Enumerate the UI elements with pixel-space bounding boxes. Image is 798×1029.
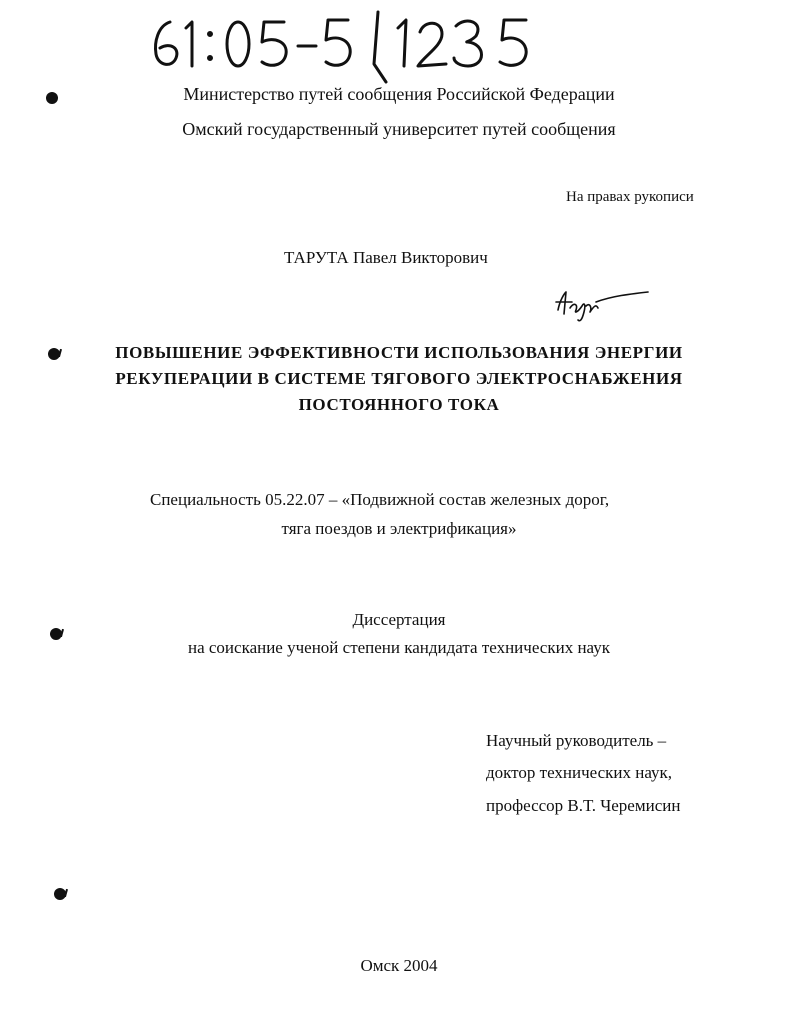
supervisor-role: Научный руководитель – bbox=[486, 731, 667, 750]
author-name: ТАРУТА Павел Викторович bbox=[284, 248, 488, 267]
dissertation-title-line-1: ПОВЫШЕНИЕ ЭФФЕКТИВНОСТИ ИСПОЛЬЗОВАНИЯ ЭНЕРГИИ bbox=[115, 343, 683, 362]
supervisor-name: профессор В.Т. Черемисин bbox=[486, 796, 681, 815]
city-year: Омск 2004 bbox=[360, 956, 438, 975]
ministry-line: Министерство путей сообщения Российской Федерации bbox=[183, 84, 615, 104]
supervisor-degree: доктор технических наук, bbox=[486, 763, 673, 782]
work-type-line-2: на соискание ученой степени кандидата технических наук bbox=[187, 638, 610, 657]
manuscript-note: На правах рукописи bbox=[566, 189, 694, 205]
punch-hole-mark-4 bbox=[54, 888, 66, 900]
university-line: Омский государственный университет путей сообщения bbox=[182, 119, 616, 139]
handwritten-catalog-code bbox=[148, 8, 538, 88]
dissertation-title-line-2: РЕКУПЕРАЦИИ В СИСТЕМЕ ТЯГОВОГО ЭЛЕКТРОСНАБЖЕНИЯ bbox=[115, 369, 683, 388]
work-type-line-1: Диссертация bbox=[352, 610, 446, 629]
specialty-line-2: тяга поездов и электрификация» bbox=[281, 519, 517, 538]
dissertation-title-line-3: ПОСТОЯННОГО ТОКА bbox=[298, 395, 500, 414]
specialty-line-1: Специальность 05.22.07 – «Подвижной состав железных дорог, bbox=[150, 490, 610, 509]
author-signature bbox=[552, 286, 652, 326]
